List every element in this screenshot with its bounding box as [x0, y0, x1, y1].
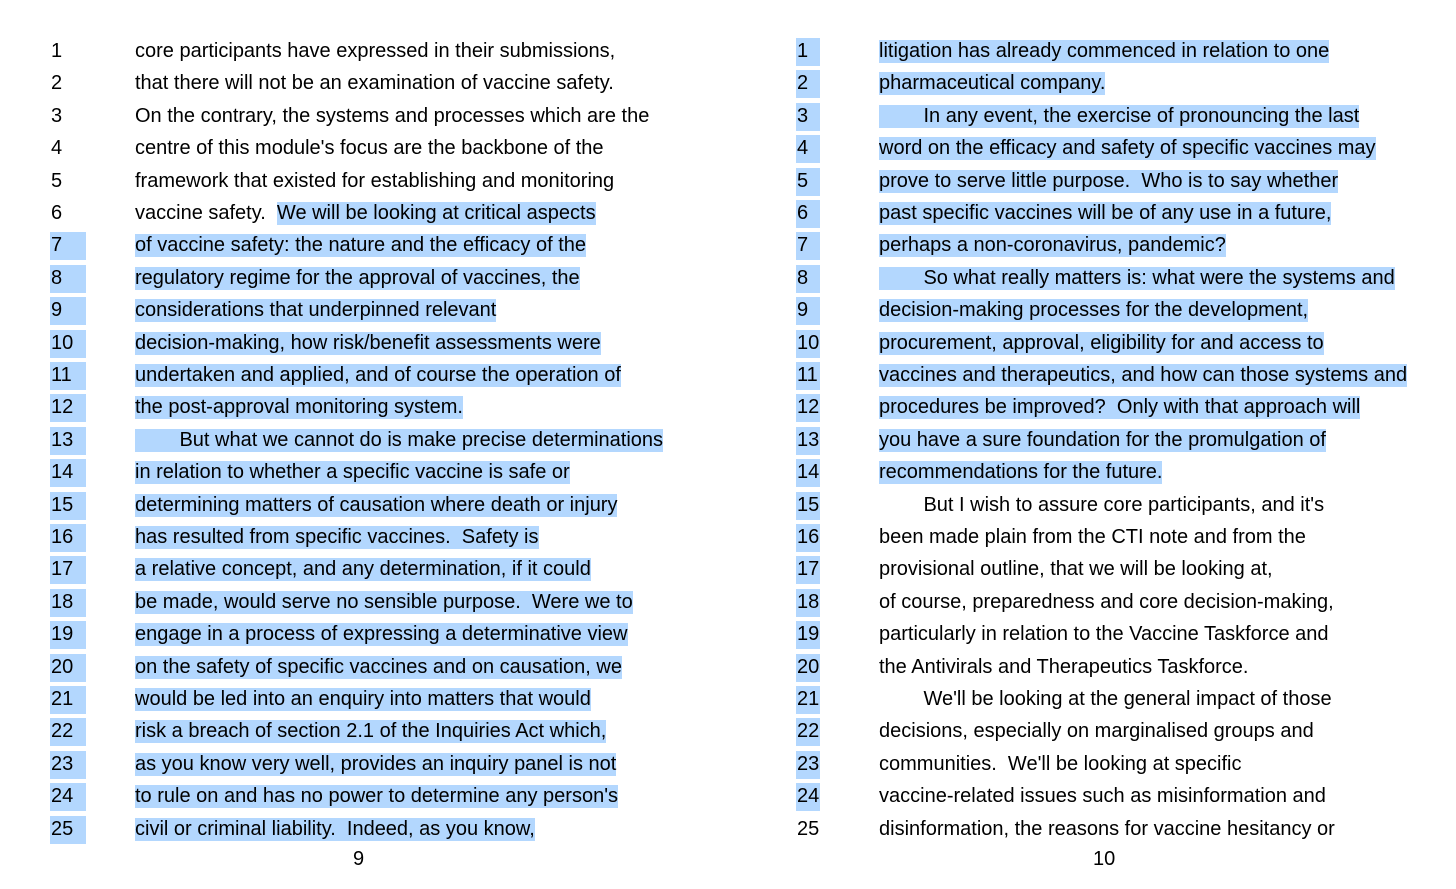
line-number-cell — [796, 751, 820, 779]
line-text-highlighted: determining matters of causation where death or injury — [135, 493, 618, 516]
line-number-cell — [50, 427, 86, 455]
line-number: 15 — [797, 493, 820, 516]
transcript-line — [0, 622, 728, 655]
transcript-line — [728, 71, 1456, 104]
line-text-highlighted: litigation has already commenced in relation to one — [879, 40, 1330, 62]
line-text — [879, 719, 1314, 743]
line-text — [135, 71, 614, 95]
line-number: 4 — [797, 137, 809, 160]
line-text — [135, 752, 616, 776]
transcript-line — [728, 817, 1456, 850]
line-number-cell — [50, 459, 86, 487]
line-number-cell — [50, 718, 86, 746]
line-text-plain: been made plain from the CTI note and from the — [879, 526, 1306, 548]
line-text — [135, 39, 615, 63]
transcript-line — [728, 590, 1456, 623]
line-text — [879, 784, 1326, 808]
transcript-line — [0, 752, 728, 785]
line-text-highlighted: as you know very well, provides an inquiry panel is not — [135, 752, 617, 775]
line-number: 17 — [797, 558, 820, 581]
line-text — [135, 363, 621, 387]
line-text-highlighted: engage in a process of expressing a determinative view — [135, 623, 628, 646]
line-number: 25 — [51, 817, 74, 840]
line-text-plain: centre of this module's focus are the backbone of the — [135, 137, 604, 160]
line-text-highlighted: would be led into an enquiry into matters that would — [135, 688, 591, 710]
line-text — [135, 395, 463, 419]
line-text-highlighted: risk a breach of section 2.1 of the Inquiries Act which, — [135, 720, 607, 743]
line-number-cell — [50, 524, 86, 552]
line-text — [135, 266, 580, 290]
line-number-cell — [796, 265, 820, 293]
line-text-highlighted: word on the efficacy and safety of specific vaccines may — [879, 137, 1376, 160]
line-number: 4 — [51, 137, 63, 160]
line-text-plain: particularly in relation to the Vaccine Taskforce and — [879, 623, 1329, 646]
line-text-highlighted: has resulted from specific vaccines. Safety is — [135, 526, 539, 548]
page-number: 10 — [1093, 848, 1116, 870]
line-number-cell — [50, 232, 86, 260]
line-text-highlighted: the post-approval monitoring system. — [135, 396, 463, 419]
line-number-cell — [796, 200, 820, 228]
line-text — [135, 169, 614, 193]
line-text — [879, 233, 1226, 257]
line-number: 17 — [51, 558, 74, 581]
line-text-highlighted: recommendations for the future. — [879, 461, 1163, 484]
line-text — [135, 493, 617, 517]
line-text — [879, 71, 1105, 95]
line-number: 2 — [797, 72, 809, 95]
line-number: 16 — [797, 526, 820, 548]
line-text-highlighted: of vaccine safety: the nature and the efficacy of the — [135, 234, 587, 257]
transcript-line — [0, 525, 728, 558]
line-number: 13 — [797, 428, 820, 451]
transcript-line — [0, 71, 728, 104]
transcript-line — [728, 298, 1456, 331]
line-number-cell — [796, 783, 820, 811]
line-text-plain: core participants have expressed in their submissions, — [135, 40, 616, 62]
transcript-line — [728, 363, 1456, 396]
line-text — [879, 687, 1332, 711]
transcript-line — [0, 460, 728, 493]
line-number: 11 — [51, 364, 72, 386]
line-text — [135, 590, 633, 614]
line-number: 16 — [51, 526, 74, 548]
line-number: 23 — [51, 752, 74, 775]
line-text-highlighted: perhaps a non-coronavirus, pandemic? — [879, 234, 1226, 257]
line-number-cell — [50, 816, 86, 844]
line-text-highlighted: to rule on and has no power to determine any person's — [135, 785, 619, 808]
transcript-line — [0, 687, 728, 720]
line-text-plain: provisional outline, that we will be looking at, — [879, 558, 1273, 581]
line-text — [135, 622, 628, 646]
line-text — [879, 525, 1306, 549]
transcript-line — [728, 622, 1456, 655]
line-number-cell — [50, 751, 86, 779]
line-text — [879, 655, 1248, 679]
line-text — [879, 428, 1326, 452]
line-number-cell — [796, 556, 820, 584]
transcript-line — [728, 395, 1456, 428]
line-text-plain: that there will not be an examination of vaccine safety. — [135, 72, 614, 95]
line-number: 19 — [797, 623, 820, 646]
transcript-line — [0, 233, 728, 266]
line-number: 12 — [51, 396, 74, 419]
line-number-cell — [796, 135, 820, 163]
transcript-line — [0, 104, 728, 137]
line-number: 5 — [797, 169, 809, 192]
line-number: 8 — [797, 266, 809, 289]
line-number: 18 — [51, 590, 74, 613]
transcript-line — [728, 169, 1456, 202]
line-number-cell — [50, 362, 86, 390]
line-number: 3 — [797, 104, 809, 127]
line-text-plain: communities. We'll be looking at specific — [879, 752, 1242, 775]
line-text-highlighted: In any event, the exercise of pronouncing the last — [879, 104, 1360, 127]
line-number: 7 — [51, 234, 63, 257]
line-text-plain: We'll be looking at the general impact of those — [879, 688, 1332, 710]
line-text — [135, 233, 586, 257]
transcript-line — [728, 493, 1456, 526]
line-text-highlighted: on the safety of specific vaccines and on causation, we — [135, 655, 622, 678]
transcript-line — [728, 136, 1456, 169]
page-number: 9 — [353, 848, 365, 870]
line-number-cell — [796, 394, 820, 422]
line-text-plain: decisions, especially on marginalised groups and — [879, 720, 1314, 743]
line-text — [135, 687, 591, 711]
transcript-line — [0, 201, 728, 234]
transcript-line — [0, 395, 728, 428]
transcript-line — [728, 557, 1456, 590]
line-number: 9 — [797, 299, 809, 322]
line-text-highlighted: civil or criminal liability. Indeed, as you know, — [135, 817, 535, 840]
line-number: 21 — [797, 688, 820, 710]
line-number: 12 — [797, 396, 820, 419]
line-text-plain: vaccine safety. — [135, 202, 277, 224]
line-text — [879, 201, 1331, 225]
line-text — [135, 201, 596, 225]
line-number-cell — [796, 654, 820, 682]
line-text — [879, 590, 1334, 614]
line-text — [879, 331, 1324, 355]
line-text — [879, 169, 1338, 193]
line-text-highlighted: undertaken and applied, and of course the operation of — [135, 364, 621, 386]
transcript-line — [728, 428, 1456, 461]
line-text-plain: On the contrary, the systems and processes which are the — [135, 104, 650, 127]
transcript-line — [0, 655, 728, 688]
line-number: 11 — [797, 364, 818, 386]
line-number-cell — [796, 232, 820, 260]
transcript-line — [728, 104, 1456, 137]
line-text-highlighted: decision-making, how risk/benefit assessments were — [135, 331, 601, 354]
line-text — [135, 817, 535, 841]
line-number-cell — [50, 556, 86, 584]
line-number: 6 — [797, 202, 809, 224]
line-text-plain: the Antivirals and Therapeutics Taskforce. — [879, 655, 1249, 678]
transcript-line — [728, 655, 1456, 688]
line-number-cell — [796, 168, 820, 196]
transcript-line — [728, 233, 1456, 266]
transcript-line — [728, 39, 1456, 72]
transcript-line — [728, 525, 1456, 558]
line-number-cell — [50, 783, 86, 811]
line-number-cell — [796, 297, 820, 325]
line-text-highlighted: But what we cannot do is make precise determinations — [135, 428, 664, 451]
line-text-plain: But I wish to assure core participants, and it's — [879, 493, 1325, 516]
line-text — [135, 655, 622, 679]
transcript-line — [0, 590, 728, 623]
line-number: 18 — [797, 590, 820, 613]
line-number: 21 — [51, 688, 74, 710]
line-text-highlighted: We will be looking at critical aspects — [276, 202, 596, 224]
line-text — [879, 363, 1407, 387]
line-text — [879, 817, 1335, 841]
line-text-plain: framework that existed for establishing and monitoring — [135, 169, 615, 192]
line-text-highlighted: pharmaceutical company. — [879, 72, 1106, 95]
line-number-cell — [796, 330, 820, 358]
transcript-line — [0, 298, 728, 331]
line-text — [879, 136, 1376, 160]
line-number-cell — [50, 654, 86, 682]
line-number: 15 — [51, 493, 74, 516]
line-number: 1 — [797, 40, 809, 62]
transcript-line — [728, 719, 1456, 752]
line-number-cell — [50, 686, 86, 714]
line-text-highlighted: regulatory regime for the approval of vaccines, the — [135, 266, 580, 289]
line-number-cell — [796, 70, 820, 98]
line-text-highlighted: decision-making processes for the development, — [879, 299, 1309, 322]
line-text — [135, 525, 539, 549]
transcript-line — [728, 752, 1456, 785]
line-text — [879, 557, 1273, 581]
transcript-line — [728, 331, 1456, 364]
line-text — [879, 460, 1162, 484]
line-text — [879, 39, 1329, 63]
line-number: 7 — [797, 234, 809, 257]
line-number-cell — [796, 621, 820, 649]
transcript-line — [0, 428, 728, 461]
transcript-line — [0, 331, 728, 364]
line-text-highlighted: a relative concept, and any determination, if it could — [135, 558, 591, 581]
line-text-highlighted: procedures be improved? Only with that approach will — [879, 396, 1361, 419]
line-text — [135, 784, 618, 808]
line-number: 10 — [51, 331, 74, 354]
line-text — [879, 493, 1324, 517]
line-text — [879, 752, 1242, 776]
line-number: 9 — [51, 299, 63, 322]
line-number: 2 — [51, 72, 63, 95]
line-text-highlighted: you have a sure foundation for the promulgation of — [879, 428, 1326, 451]
line-text — [135, 104, 649, 128]
line-text — [879, 622, 1329, 646]
line-text-highlighted: vaccines and therapeutics, and how can those systems and — [879, 364, 1408, 386]
line-text — [135, 460, 570, 484]
transcript-line — [0, 784, 728, 817]
transcript-line — [0, 557, 728, 590]
transcript-line — [728, 201, 1456, 234]
line-number: 10 — [797, 331, 820, 354]
line-text-highlighted: be made, would serve no sensible purpose. Were we to — [135, 590, 633, 613]
line-text — [879, 395, 1360, 419]
transcript-line — [728, 784, 1456, 817]
line-number-cell — [796, 686, 820, 714]
line-text-highlighted: in relation to whether a specific vaccine is safe or — [135, 461, 570, 484]
line-text-plain: of course, preparedness and core decision-making, — [879, 590, 1334, 613]
line-number: 22 — [51, 720, 74, 743]
line-number-cell — [796, 38, 820, 66]
line-text-highlighted: procurement, approval, eligibility for and access to — [879, 331, 1324, 354]
line-text — [135, 298, 496, 322]
line-number-cell — [796, 524, 820, 552]
line-text-highlighted: prove to serve little purpose. Who is to say whether — [879, 169, 1339, 192]
line-number: 5 — [51, 169, 63, 192]
transcript-line — [0, 493, 728, 526]
right-transcript-page — [728, 0, 1456, 889]
line-number-cell — [796, 492, 820, 520]
line-number: 14 — [51, 461, 74, 484]
transcript-line — [0, 817, 728, 850]
line-number-cell — [50, 492, 86, 520]
line-text — [879, 298, 1308, 322]
line-number: 19 — [51, 623, 74, 646]
line-number-cell — [796, 103, 820, 131]
line-text — [879, 104, 1359, 128]
line-number-cell — [796, 459, 820, 487]
line-number: 1 — [51, 40, 63, 62]
line-number: 25 — [797, 817, 820, 840]
line-text — [135, 136, 604, 160]
transcript-line — [728, 687, 1456, 720]
line-number-cell — [50, 330, 86, 358]
transcript-line — [0, 363, 728, 396]
line-number: 14 — [797, 461, 820, 484]
transcript-line — [0, 719, 728, 752]
line-number: 13 — [51, 428, 74, 451]
line-number-cell — [50, 265, 86, 293]
line-number: 24 — [51, 785, 74, 808]
line-text-highlighted: past specific vaccines will be of any use in a future, — [879, 202, 1332, 224]
line-number: 20 — [797, 655, 820, 678]
transcript-line — [0, 136, 728, 169]
line-text — [135, 331, 601, 355]
line-text-plain: disinformation, the reasons for vaccine hesitancy or — [879, 817, 1335, 840]
line-number: 22 — [797, 720, 820, 743]
line-number-cell — [796, 362, 820, 390]
transcript-line — [0, 169, 728, 202]
line-text — [879, 266, 1395, 290]
line-number: 3 — [51, 104, 63, 127]
line-number: 6 — [51, 202, 63, 224]
line-number-cell — [50, 297, 86, 325]
line-text — [135, 719, 606, 743]
transcript-line — [728, 460, 1456, 493]
line-number-cell — [50, 589, 86, 617]
line-text-highlighted: considerations that underpinned relevant — [135, 299, 497, 322]
line-number: 20 — [51, 655, 74, 678]
line-text-highlighted: So what really matters is: what were the systems and — [879, 266, 1395, 289]
line-number-cell — [796, 718, 820, 746]
line-number-cell — [796, 589, 820, 617]
line-text-plain: vaccine-related issues such as misinformation and — [879, 785, 1326, 808]
transcript-line — [0, 266, 728, 299]
line-text — [135, 428, 663, 452]
transcript-line — [728, 266, 1456, 299]
line-number: 8 — [51, 266, 63, 289]
line-number: 23 — [797, 752, 820, 775]
line-number-cell — [796, 427, 820, 455]
line-number-cell — [50, 394, 86, 422]
line-number-cell — [50, 621, 86, 649]
line-number: 24 — [797, 785, 820, 808]
transcript-line — [0, 39, 728, 72]
line-text — [135, 557, 591, 581]
